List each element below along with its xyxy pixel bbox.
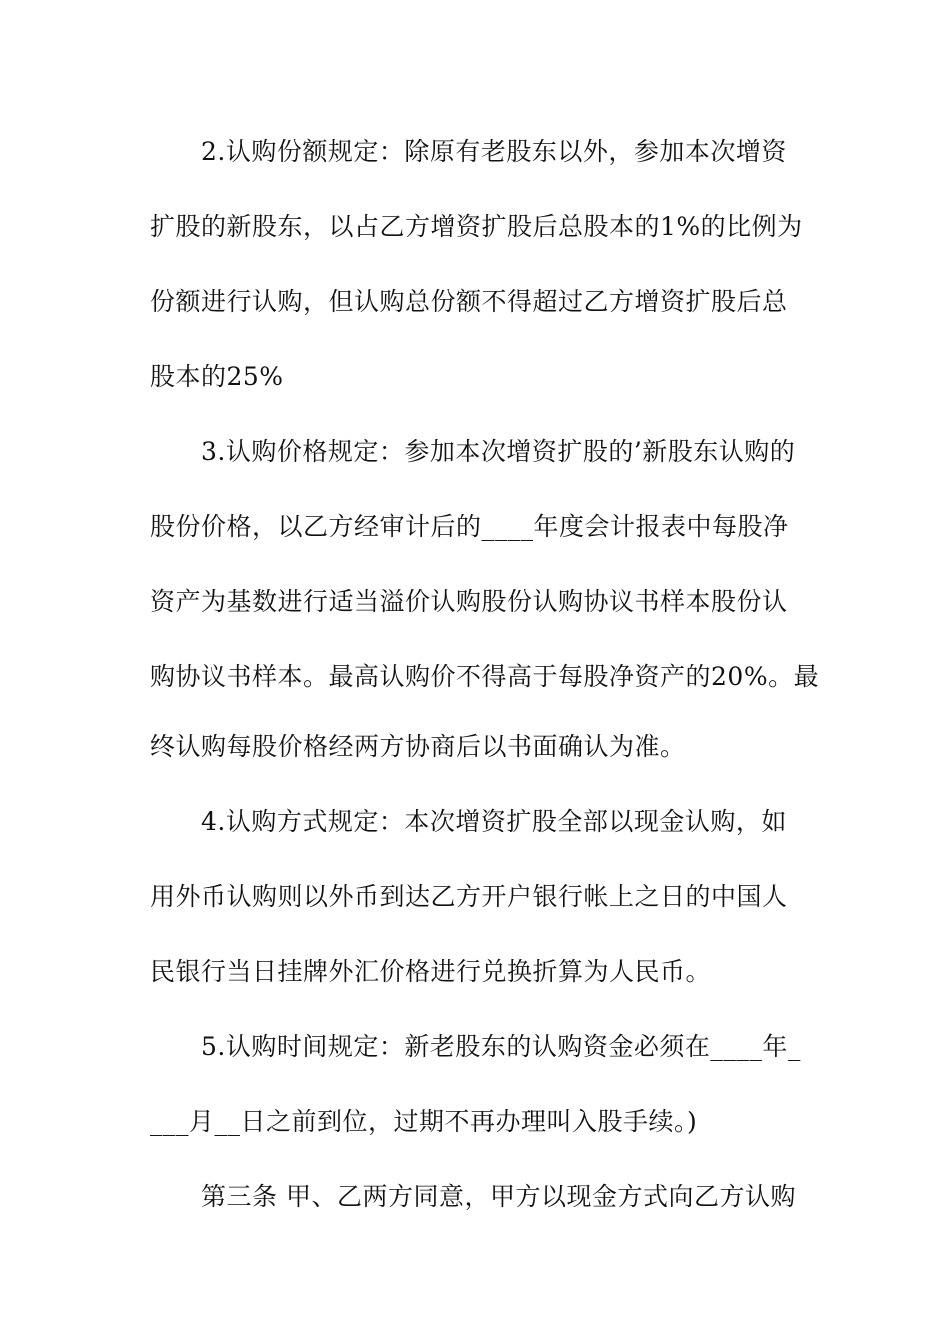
paragraph-3-line-5: 终认购每股价格经两方协商后以书面确认为准。: [150, 732, 686, 761]
paragraph-4-line-1: 4.认购方式规定：本次增资扩股全部以现金认购，如: [201, 807, 787, 836]
paragraph-5-line-2: ___月__日之前到位，过期不再办理叫入股手续。): [150, 1107, 698, 1136]
paragraph-2-line-4: 股本的25%: [150, 362, 284, 391]
paragraph-2-line-2: 扩股的新股东，以占乙方增资扩股后总股本的1%的比例为: [150, 212, 803, 241]
paragraph-4-line-3: 民银行当日挂牌外汇价格进行兑换折算为人民币。: [150, 957, 712, 986]
paragraph-2-line-1: 2.认购份额规定：除原有老股东以外，参加本次增资: [201, 137, 787, 166]
paragraph-3-line-4: 购协议书样本。最高认购价不得高于每股净资产的20%。最: [150, 662, 820, 691]
paragraph-3-line-3: 资产为基数进行适当溢价认购股份认购协议书样本股份认: [150, 587, 788, 616]
paragraph-3-line-2: 股份价格，以乙方经审计后的____年度会计报表中每股净: [150, 512, 789, 541]
paragraph-4-line-2: 用外币认购则以外币到达乙方开户银行帐上之日的中国人: [150, 882, 788, 911]
paragraph-2-line-3: 份额进行认购，但认购总份额不得超过乙方增资扩股后总: [150, 287, 788, 316]
article-3-line-1: 第三条 甲、乙两方同意，甲方以现金方式向乙方认购: [201, 1182, 796, 1211]
paragraph-5-line-1: 5.认购时间规定：新老股东的认购资金必须在____年_: [201, 1032, 801, 1061]
paragraph-3-line-1: 3.认购价格规定：参加本次增资扩股的’新股东认购的: [201, 437, 796, 466]
